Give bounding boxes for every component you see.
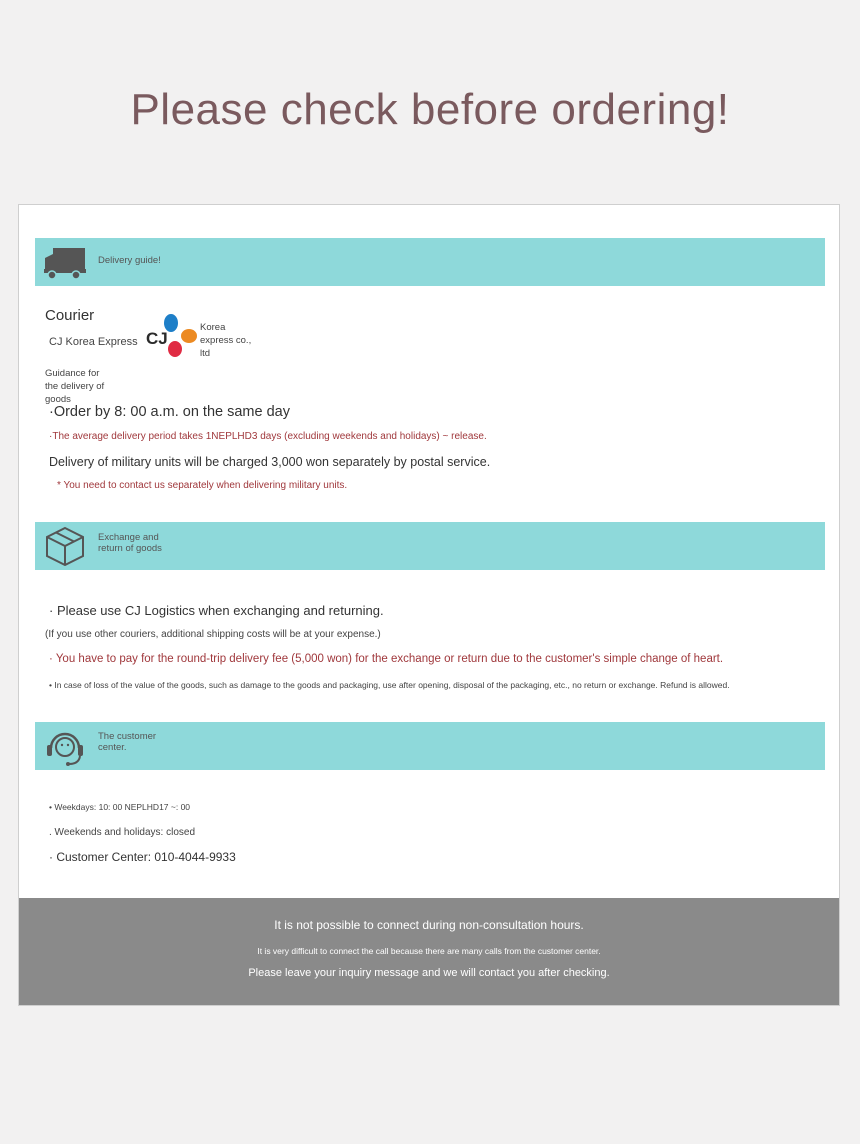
other-couriers-text: (If you use other couriers, additional shipping costs will be at your expense.): [45, 629, 381, 640]
military-fee-text: Delivery of military units will be charged 3,000 won separately by postal service.: [49, 455, 491, 469]
exchange-return-label: Exchange and return of goods: [98, 532, 162, 554]
cj-logo: [145, 311, 201, 361]
loss-policy-text: • In case of loss of the value of the goods, such as damage to the goods and packaging, use after opening, disposal of the packaging, etc., no return or exchange. Refund is allowed.: [49, 680, 730, 690]
cj-logo-text: CJ: [146, 329, 168, 348]
page-title: Please check before ordering!: [130, 85, 730, 134]
info-card: [18, 204, 840, 1006]
weekdays-hours-text: • Weekdays: 10: 00 NEPLHD17 ~: 00: [49, 802, 191, 812]
round-trip-fee-text: · You have to pay for the round-trip delivery fee (5,000 won) for the exchange or return due to the customer's simple change of heart.: [49, 653, 724, 665]
footer-line-1: It is not possible to connect during non-consultation hours.: [274, 918, 584, 932]
consultation-footer: [19, 898, 839, 1005]
customer-center-label: The customer center.: [98, 731, 157, 753]
customer-center-band: [35, 722, 825, 770]
order-cutoff-text: ·Order by 8: 00 a.m. on the same day: [49, 404, 290, 420]
delivery-guide-label: Delivery guide!: [98, 255, 161, 266]
courier-heading: Courier: [45, 307, 95, 324]
weekends-hours-text: . Weekends and holidays: closed: [49, 827, 196, 838]
headset-icon: [43, 726, 87, 766]
use-cj-text: · Please use CJ Logistics when exchanging and returning.: [49, 603, 384, 618]
footer-line-2: It is very difficult to connect the call because there are many calls from the customer center.: [257, 946, 601, 956]
military-note-text: * You need to contact us separately when delivering military units.: [57, 480, 348, 491]
box-icon: [43, 526, 87, 566]
customer-center-phone: · Customer Center: 010-4044-9933: [49, 850, 236, 864]
cj-logo-caption: Korea express co., ltd: [200, 322, 252, 359]
truck-icon: [43, 242, 87, 282]
delivery-guidance-label: Guidance for the delivery of goods: [45, 368, 105, 405]
exchange-return-band: [35, 522, 825, 570]
footer-line-3: Please leave your inquiry message and we will contact you after checking.: [248, 967, 610, 979]
courier-name: CJ Korea Express: [49, 336, 138, 348]
delivery-guide-band: [35, 238, 825, 286]
average-period-text: ·The average delivery period takes 1NEPLHD3 days (excluding weekends and holidays) ~ release.: [49, 431, 487, 442]
